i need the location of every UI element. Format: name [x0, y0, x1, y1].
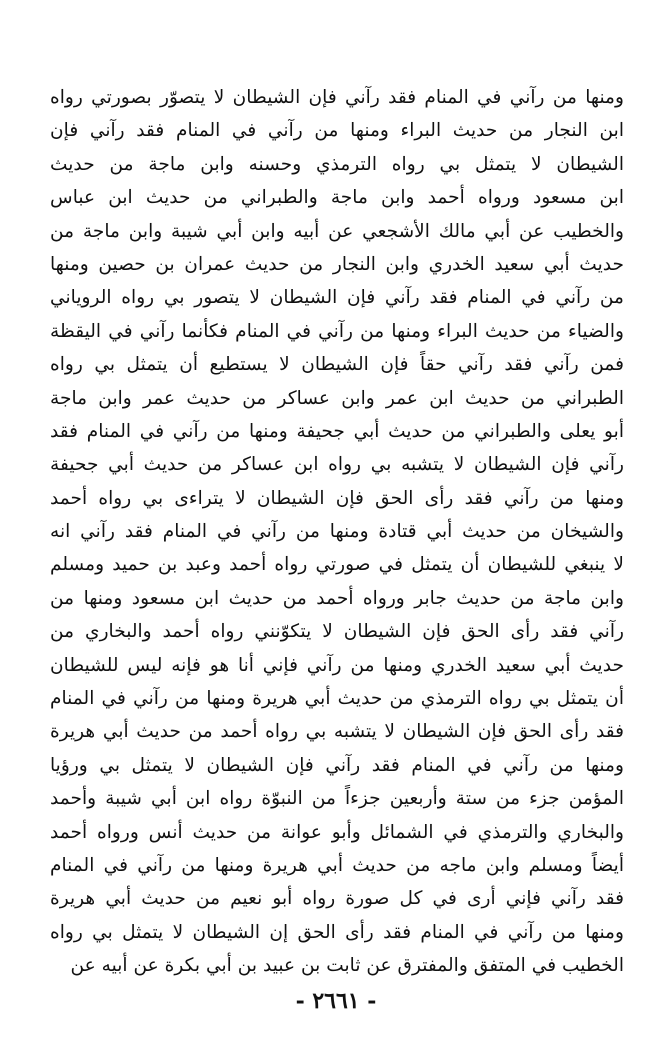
text-line: حديث أبي سعيد الخدري وابن النجار من حديث عمران بن حصين ومنها: [50, 253, 624, 275]
text-line: ومنها من رآني فقد رأى الحق فإن الشيطان لا يتراءى بي رواه أحمد: [50, 487, 624, 509]
text-line: والضياء من حديث البراء ومنها من رآني في المنام فكأنما رآني في اليقظة: [50, 320, 624, 342]
text-line: فقد رأى الحق فإن الشيطان لا يتشبه بي رواه أحمد من حديث أبي هريرة: [50, 721, 624, 743]
text-line: حديث أبي سعيد الخدري ومنها من رآني فإني أنا هو فإنه ليس للشيطان: [50, 654, 624, 676]
text-line: ومنها من رآني في المنام فقد رأى الحق إن الشيطان لا يتمثل بي رواه: [50, 921, 624, 943]
text-line: ابن مسعود ورواه أحمد وابن ماجة والطبراني من حديث ابن عباس: [50, 187, 624, 209]
text-line: والخطيب عن أبي مالك الأشجعي عن أبيه وابن أبي شيبة وابن ماجة من: [50, 220, 624, 242]
text-line: والبخاري والترمذي في الشمائل وأبو عوانة من حديث أنس ورواه أحمد: [50, 821, 624, 843]
text-line: أن يتمثل بي رواه الترمذي من حديث أبي هريرة ومنها من رآني في المنام: [50, 688, 624, 710]
text-line: من رآني في المنام فقد رآني فإن الشيطان لا يتصور بي رواه الروياني: [50, 287, 624, 309]
text-line: المؤمن جزء من ستة وأربعين جزءاً من النبوّة رواه ابن أبي شيبة وأحمد: [50, 788, 624, 810]
text-line: وابن ماجة من حديث جابر ورواه أحمد من حديث ابن مسعود ومنها من: [50, 587, 624, 609]
body-text: [50, 81, 624, 983]
text-line: ومنها من رآني في المنام فقد رآني فإن الشيطان لا يتصوّر بصورتي رواه: [50, 87, 624, 108]
text-line: فمن رآني فقد رآني حقاً فإن الشيطان لا يستطيع أن يتمثل بي رواه: [50, 354, 624, 376]
text-line: أبو يعلى والطبراني من حديث أبي جحيفة ومنها من رآني في المنام فقد: [50, 420, 624, 442]
text-line: فقد رآني فإني أرى في كل صورة رواه أبو نعيم من حديث أبي هريرة: [50, 888, 624, 910]
text-line: رآني فإن الشيطان لا يتشبه بي رواه ابن عساكر من حديث أبي جحيفة: [50, 454, 624, 476]
text-line: الطبراني من حديث ابن عمر وابن عساكر من حديث عمر وابن ماجة: [50, 387, 624, 409]
text-line: لا ينبغي للشيطان أن يتمثل في صورتي رواه أحمد وعبد بن حميد ومسلم: [50, 554, 624, 576]
page-number: - ٢٦٦١ -: [295, 988, 377, 1014]
text-line: رآني فقد رأى الحق فإن الشيطان لا يتكوّنني رواه أحمد والبخاري من: [50, 621, 624, 643]
text-line: ومنها من رآني في المنام فقد رآني فإن الشيطان لا يتمثل بي ورؤيا: [50, 754, 624, 776]
text-line: ابن النجار من حديث البراء ومنها من رآني في المنام فقد رآني فإن: [50, 120, 624, 142]
text-line: الشيطان لا يتمثل بي رواه الترمذي وحسنه وابن ماجة من حديث: [50, 153, 624, 175]
text-line: الخطيب في المتفق والمفترق عن ثابت بن عبيد بن أبي بكرة عن أبيه عن: [70, 955, 624, 977]
text-line: والشيخان من حديث أبي قتادة ومنها من رآني في المنام فقد رآني انه: [50, 521, 624, 543]
text-line: أيضاً ومسلم وابن ماجه من حديث أبي هريرة ومنها من رآني في المنام: [50, 854, 624, 876]
